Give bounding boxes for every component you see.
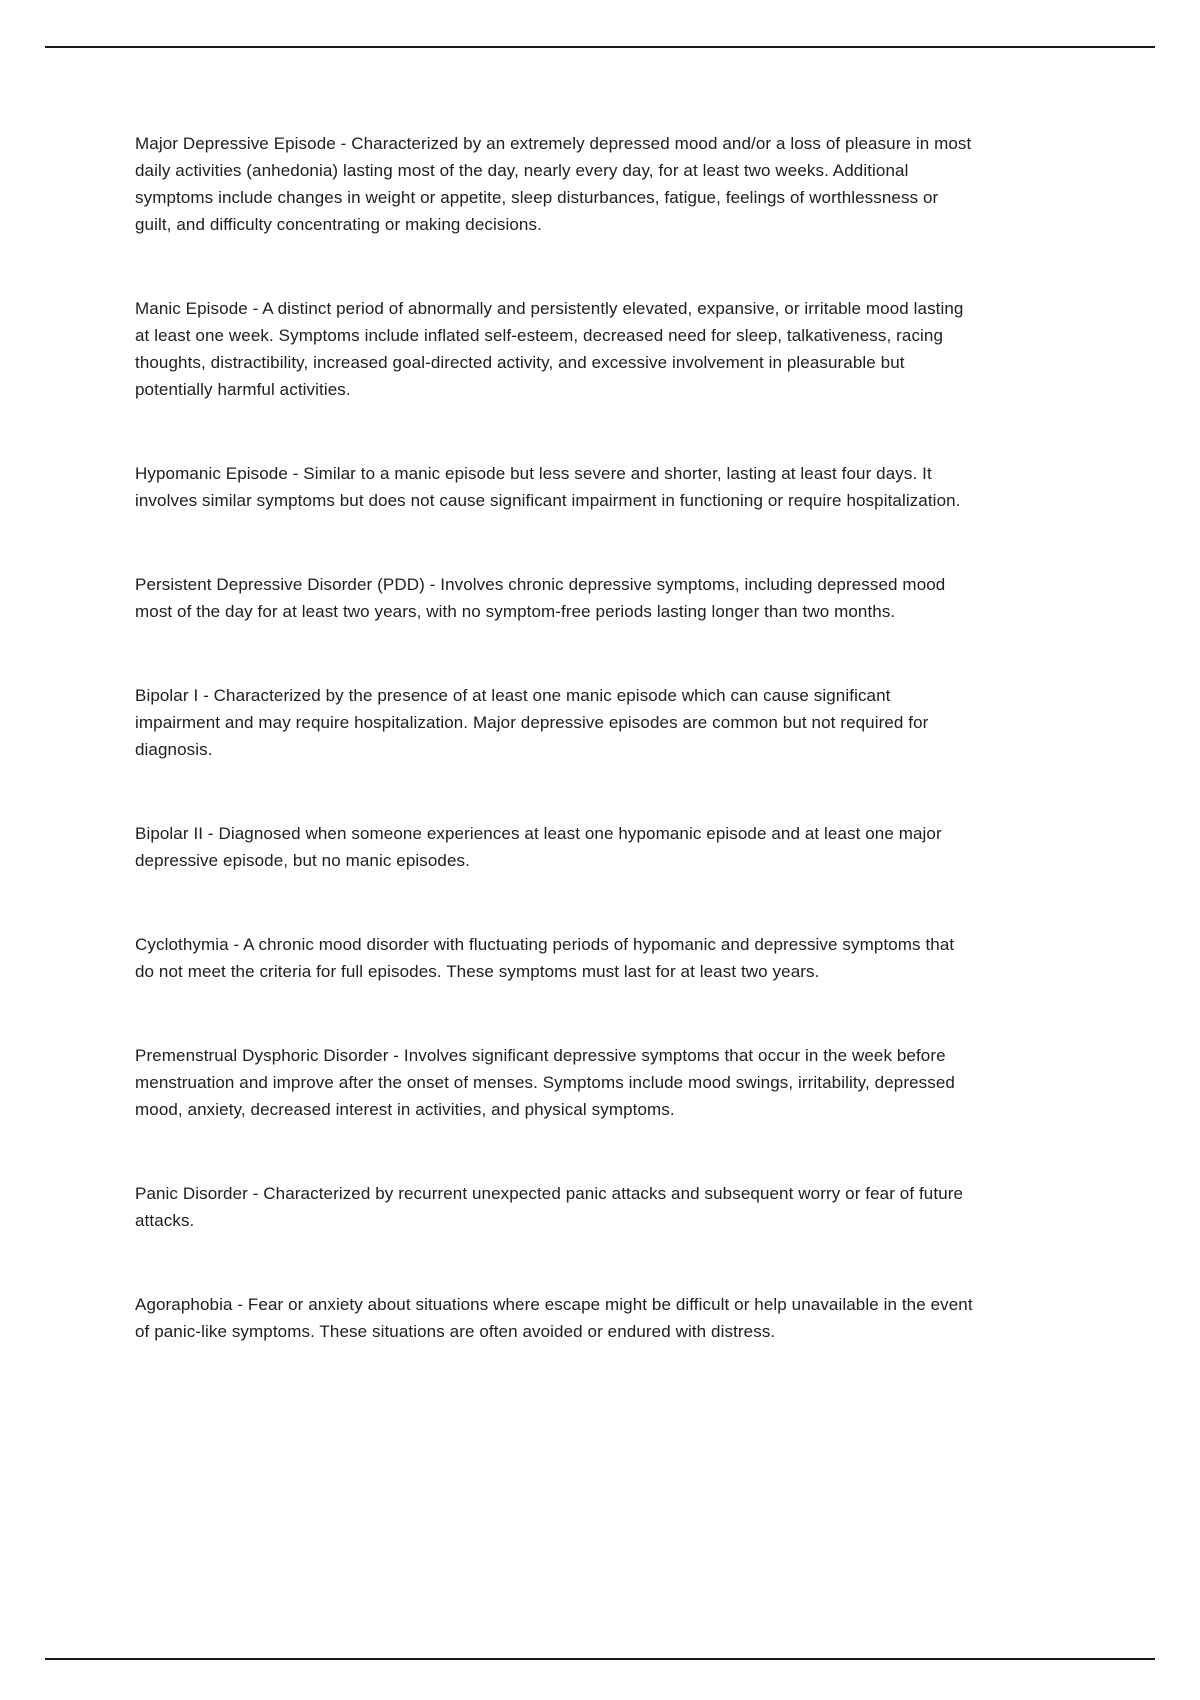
document-body xyxy=(135,130,973,1402)
definition-paragraph-agoraphobia: Agoraphobia - Fear or anxiety about situations where escape might be difficult or help unavailable in the event of panic-like symptoms. These situations are often avoided or endured with distress. xyxy=(135,1295,973,1341)
definition-paragraph-bipolar-i: Bipolar I - Characterized by the presence of at least one manic episode which can cause significant impairment and may require hospitalization. Major depressive episodes are common but not required for diagnosis. xyxy=(135,686,929,759)
bottom-rule xyxy=(45,1658,1155,1660)
definition-paragraph-persistent-depressive-disorder: Persistent Depressive Disorder (PDD) - Involves chronic depressive symptoms, including depressed mood most of the day for at least two years, with no symptom-free periods lasting longer than two months. xyxy=(135,575,946,621)
definition-paragraph-cyclothymia: Cyclothymia - A chronic mood disorder with fluctuating periods of hypomanic and depressive symptoms that do not meet the criteria for full episodes. These symptoms must last for at least two years. xyxy=(135,935,955,981)
definition-paragraph-hypomanic-episode: Hypomanic Episode - Similar to a manic episode but less severe and shorter, lasting at least four days. It involves similar symptoms but does not cause significant impairment in functioning or require hospitalization. xyxy=(135,464,961,510)
top-rule xyxy=(45,46,1155,48)
definition-paragraph-manic-episode: Manic Episode - A distinct period of abnormally and persistently elevated, expansive, or irritable mood lasting at least one week. Symptoms include inflated self-esteem, decreased need for sleep, talkativeness, racing thoughts, distractibility, increased goal-directed activity, and excessive involvement in pleasurable but potentially harmful activities. xyxy=(135,299,964,399)
definition-paragraph-premenstrual-dysphoric-disorder: Premenstrual Dysphoric Disorder - Involves significant depressive symptoms that occur in the week before menstruation and improve after the onset of menses. Symptoms include mood swings, irritability, depressed mood, anxiety, decreased interest in activities, and physical symptoms. xyxy=(135,1046,955,1119)
definition-paragraph-major-depressive-episode: Major Depressive Episode - Characterized by an extremely depressed mood and/or a loss of pleasure in most daily activities (anhedonia) lasting most of the day, nearly every day, for at least two weeks. Additional symptoms include changes in weight or appetite, sleep disturbances, fatigue, feelings of worthlessness or guilt, and difficulty concentrating or making decisions. xyxy=(135,134,972,234)
definition-paragraph-bipolar-ii: Bipolar II - Diagnosed when someone experiences at least one hypomanic episode and at least one major depressive episode, but no manic episodes. xyxy=(135,824,942,870)
definition-paragraph-panic-disorder: Panic Disorder - Characterized by recurrent unexpected panic attacks and subsequent worry or fear of future attacks. xyxy=(135,1184,964,1230)
